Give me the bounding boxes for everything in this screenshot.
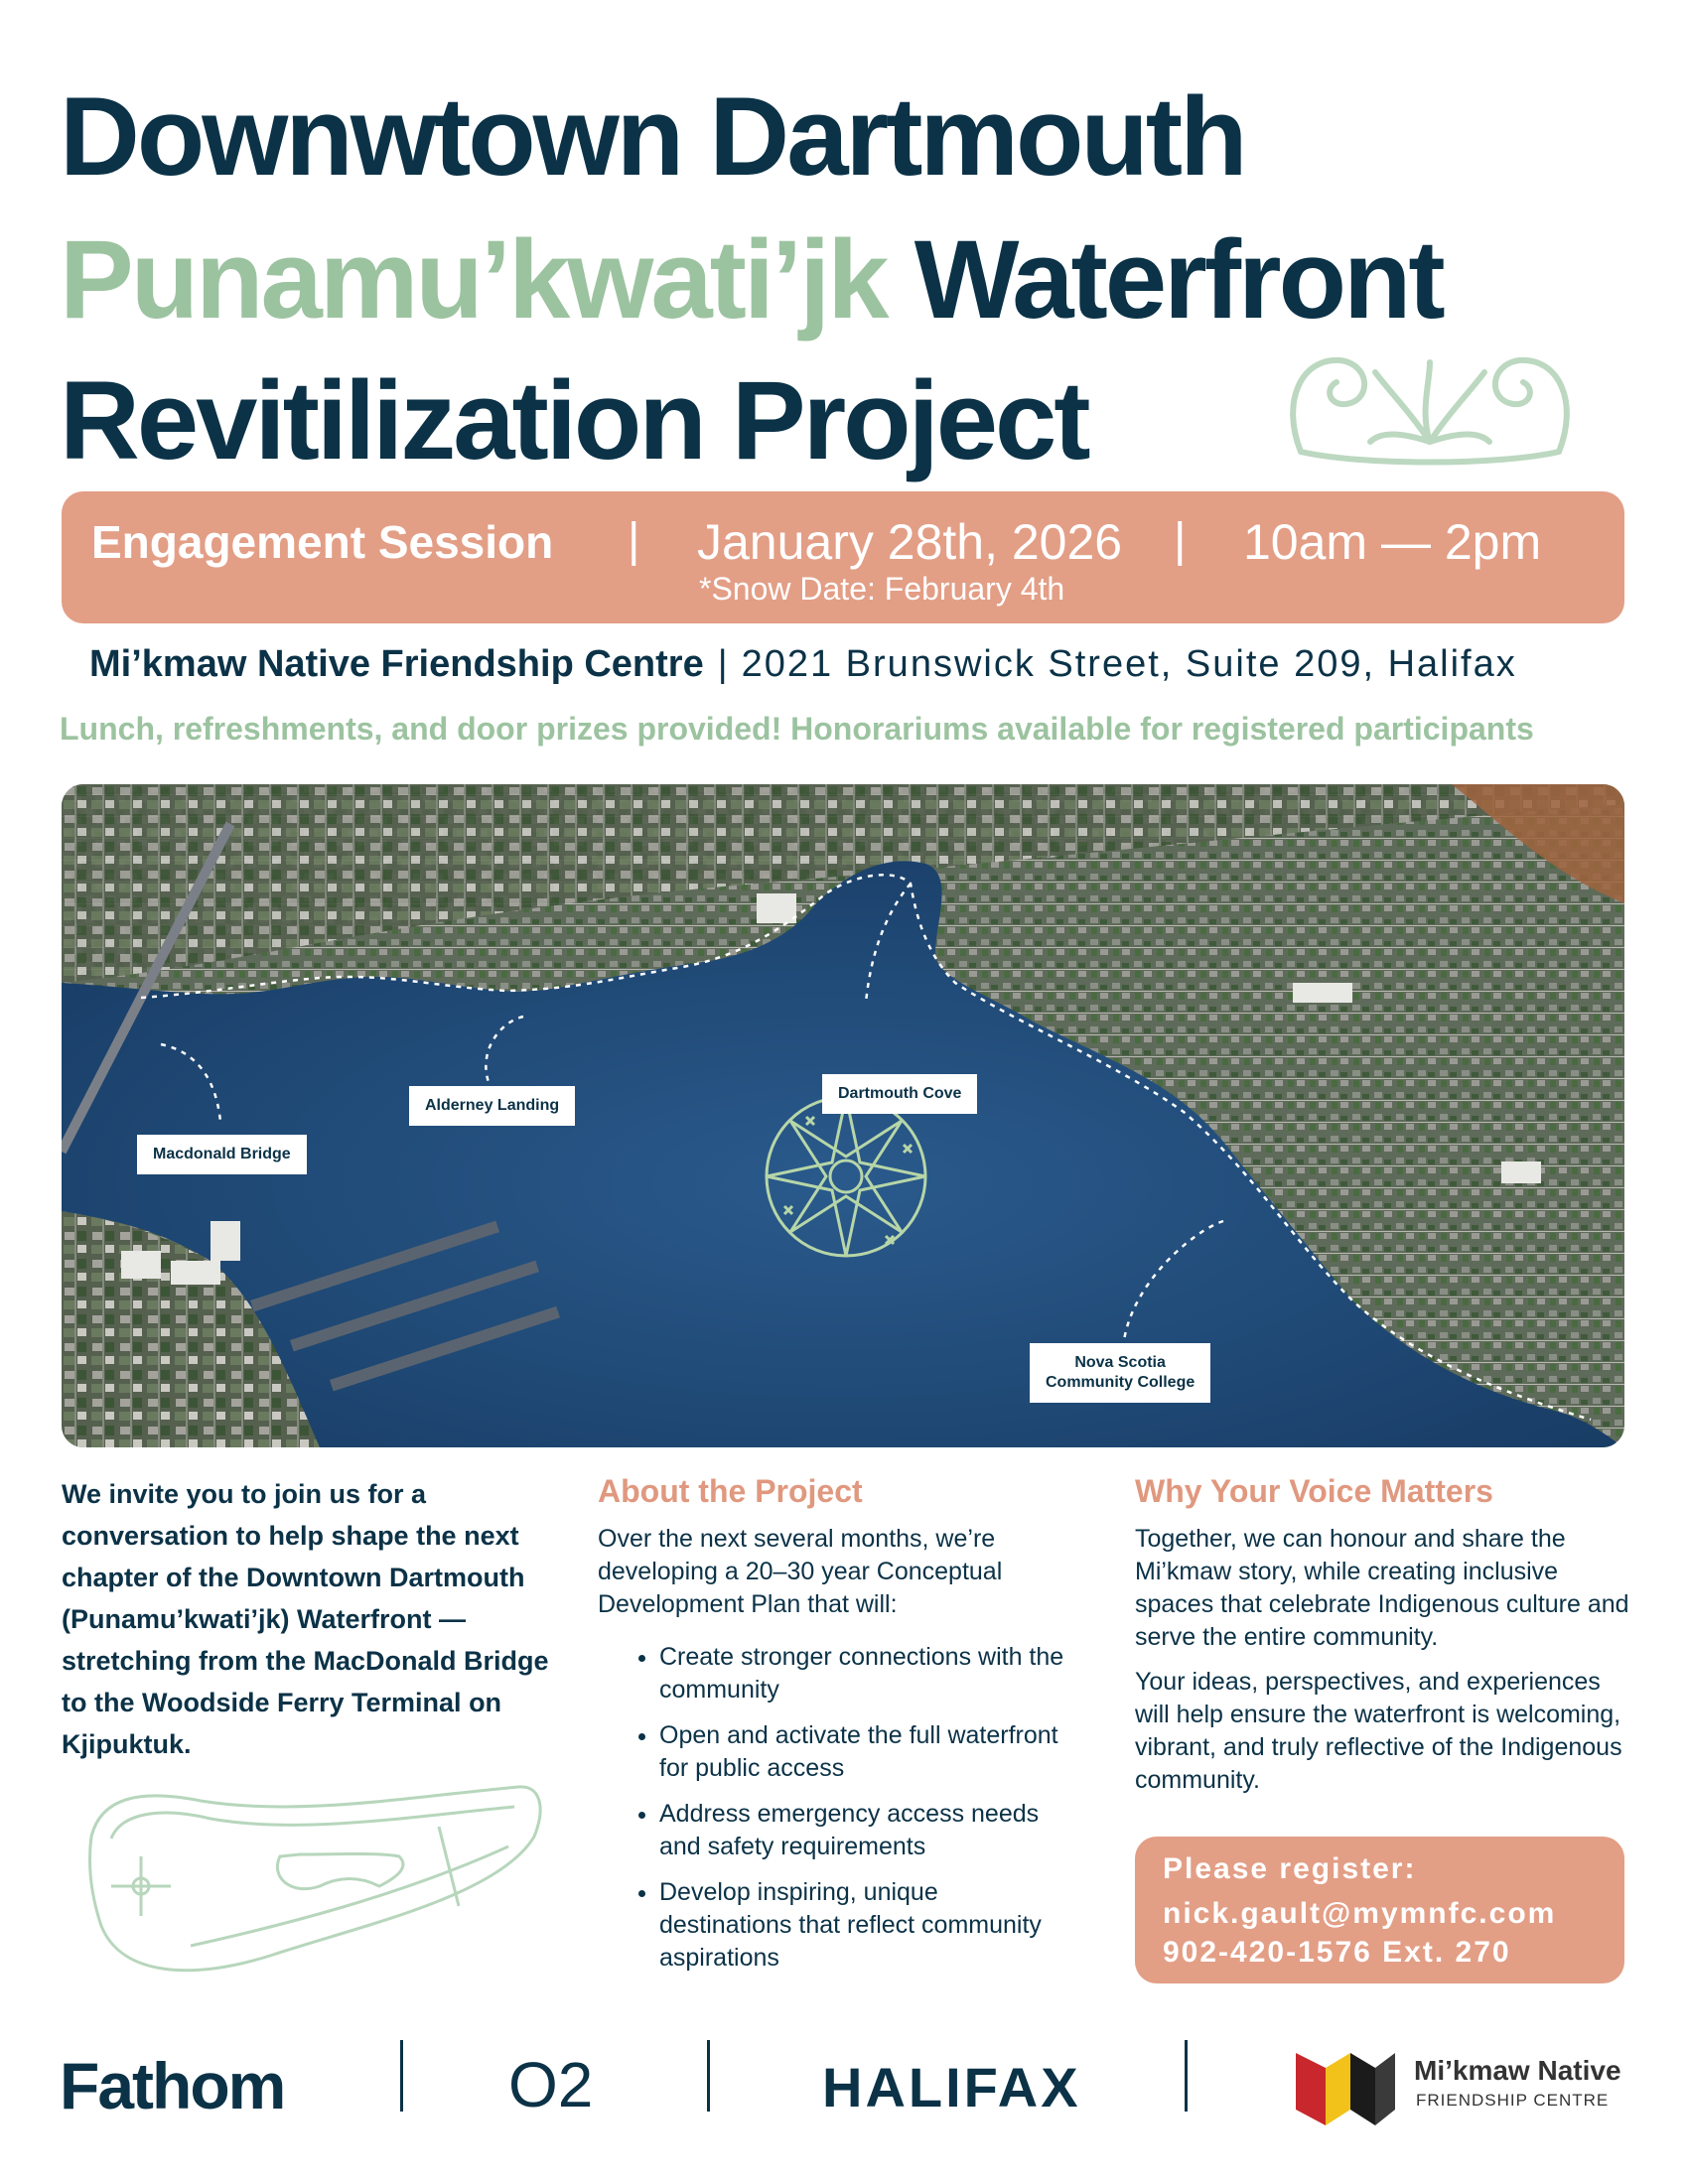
- map-label-nscc-line2: Community College: [1046, 1374, 1196, 1391]
- list-item: • Create stronger connections with the community: [659, 1641, 1064, 1706]
- event-banner: [62, 491, 1624, 623]
- title-line-3: Revitilization Project: [60, 358, 1088, 482]
- venue-separator: |: [717, 643, 728, 685]
- why-heading: Why Your Voice Matters: [1135, 1473, 1493, 1509]
- list-item: • Develop inspiring, unique destinations that reflect community aspirations: [659, 1876, 1064, 1975]
- halifax-logo: HALIFAX: [822, 2056, 1081, 2118]
- map-label-nscc-line1: Nova Scotia: [1074, 1354, 1166, 1371]
- map-label-macdonald-bridge: Macdonald Bridge: [137, 1135, 307, 1174]
- title-line-2: [60, 217, 1443, 341]
- intro-paragraph: We invite you to join us for a conversation to help shape the next chapter of the Downtown Dartmouth (Punamu’kwati’jk) Waterfront — stretching from the MacDonald Bridge to the Woodside Ferry Terminal on Kjipuktuk.: [62, 1479, 549, 1759]
- banner-separator: |: [628, 514, 640, 567]
- o2-logo: O2: [508, 2049, 594, 2120]
- event-time: 10am — 2pm: [1243, 514, 1542, 570]
- list-item: • Address emergency access needs and safety requirements: [659, 1798, 1064, 1863]
- banner-separator: |: [1174, 514, 1187, 567]
- title-line-1: Downwtown Dartmouth: [60, 74, 1245, 199]
- canoe-illustration-icon: [81, 1777, 548, 1985]
- map-label-dartmouth-cove: Dartmouth Cove: [822, 1074, 977, 1114]
- fathom-logo: Fathom: [60, 2049, 285, 2122]
- event-type: Engagement Session: [91, 516, 554, 568]
- floral-ornament-icon: [1281, 342, 1579, 472]
- register-phone[interactable]: 902-420-1576 Ext. 270: [1163, 1936, 1511, 1969]
- mnfc-logo-subtitle: FRIENDSHIP CENTRE: [1416, 2091, 1610, 2110]
- mnfc-logo-icon: [1291, 2038, 1400, 2127]
- waterfront-map: [62, 784, 1624, 1447]
- perks-text: Lunch, refreshments, and door prizes provided! Honorariums available for registered participants: [60, 711, 1534, 747]
- register-label: Please register:: [1163, 1852, 1417, 1885]
- register-box: [1135, 1837, 1624, 1983]
- venue-address: 2021 Brunswick Street, Suite 209, Halifax: [741, 643, 1517, 685]
- about-bullet-list: [598, 1641, 1064, 1975]
- title-mikmaw-name: Punamu’kwati’jk: [60, 217, 887, 341]
- snow-date: *Snow Date: February 4th: [699, 571, 1065, 607]
- why-paragraph-2: Your ideas, perspectives, and experiences will help ensure the waterfront is welcoming, vibrant, and truly reflective of the Indigenous community.: [1135, 1668, 1622, 1794]
- list-item: • Open and activate the full waterfront for public access: [659, 1719, 1064, 1785]
- title-waterfront: Waterfront: [914, 217, 1443, 341]
- register-email[interactable]: nick.gault@mymnfc.com: [1163, 1897, 1557, 1930]
- venue: [89, 643, 1517, 686]
- mnfc-logo-name: Mi’kmaw Native: [1414, 2055, 1621, 2086]
- about-text: Over the next several months, we’re developing a 20–30 year Conceptual Development Plan that will:: [598, 1525, 1003, 1618]
- logo-divider: [400, 2040, 403, 2112]
- map-label-nscc: [1030, 1343, 1210, 1403]
- about-section: [598, 1523, 1064, 1987]
- logo-divider: [1185, 2040, 1188, 2112]
- about-heading: About the Project: [598, 1473, 863, 1509]
- why-paragraph-1: Together, we can honour and share the Mi’kmaw story, while creating inclusive spaces that celebrate Indigenous culture and serve the entire community.: [1135, 1525, 1629, 1651]
- map-label-alderney-landing: Alderney Landing: [409, 1086, 575, 1126]
- logo-divider: [707, 2040, 710, 2112]
- venue-name: Mi’kmaw Native Friendship Centre: [89, 643, 704, 685]
- event-date: January 28th, 2026: [697, 514, 1123, 570]
- aerial-map-image: [62, 784, 1624, 1447]
- why-section: [1135, 1523, 1631, 1797]
